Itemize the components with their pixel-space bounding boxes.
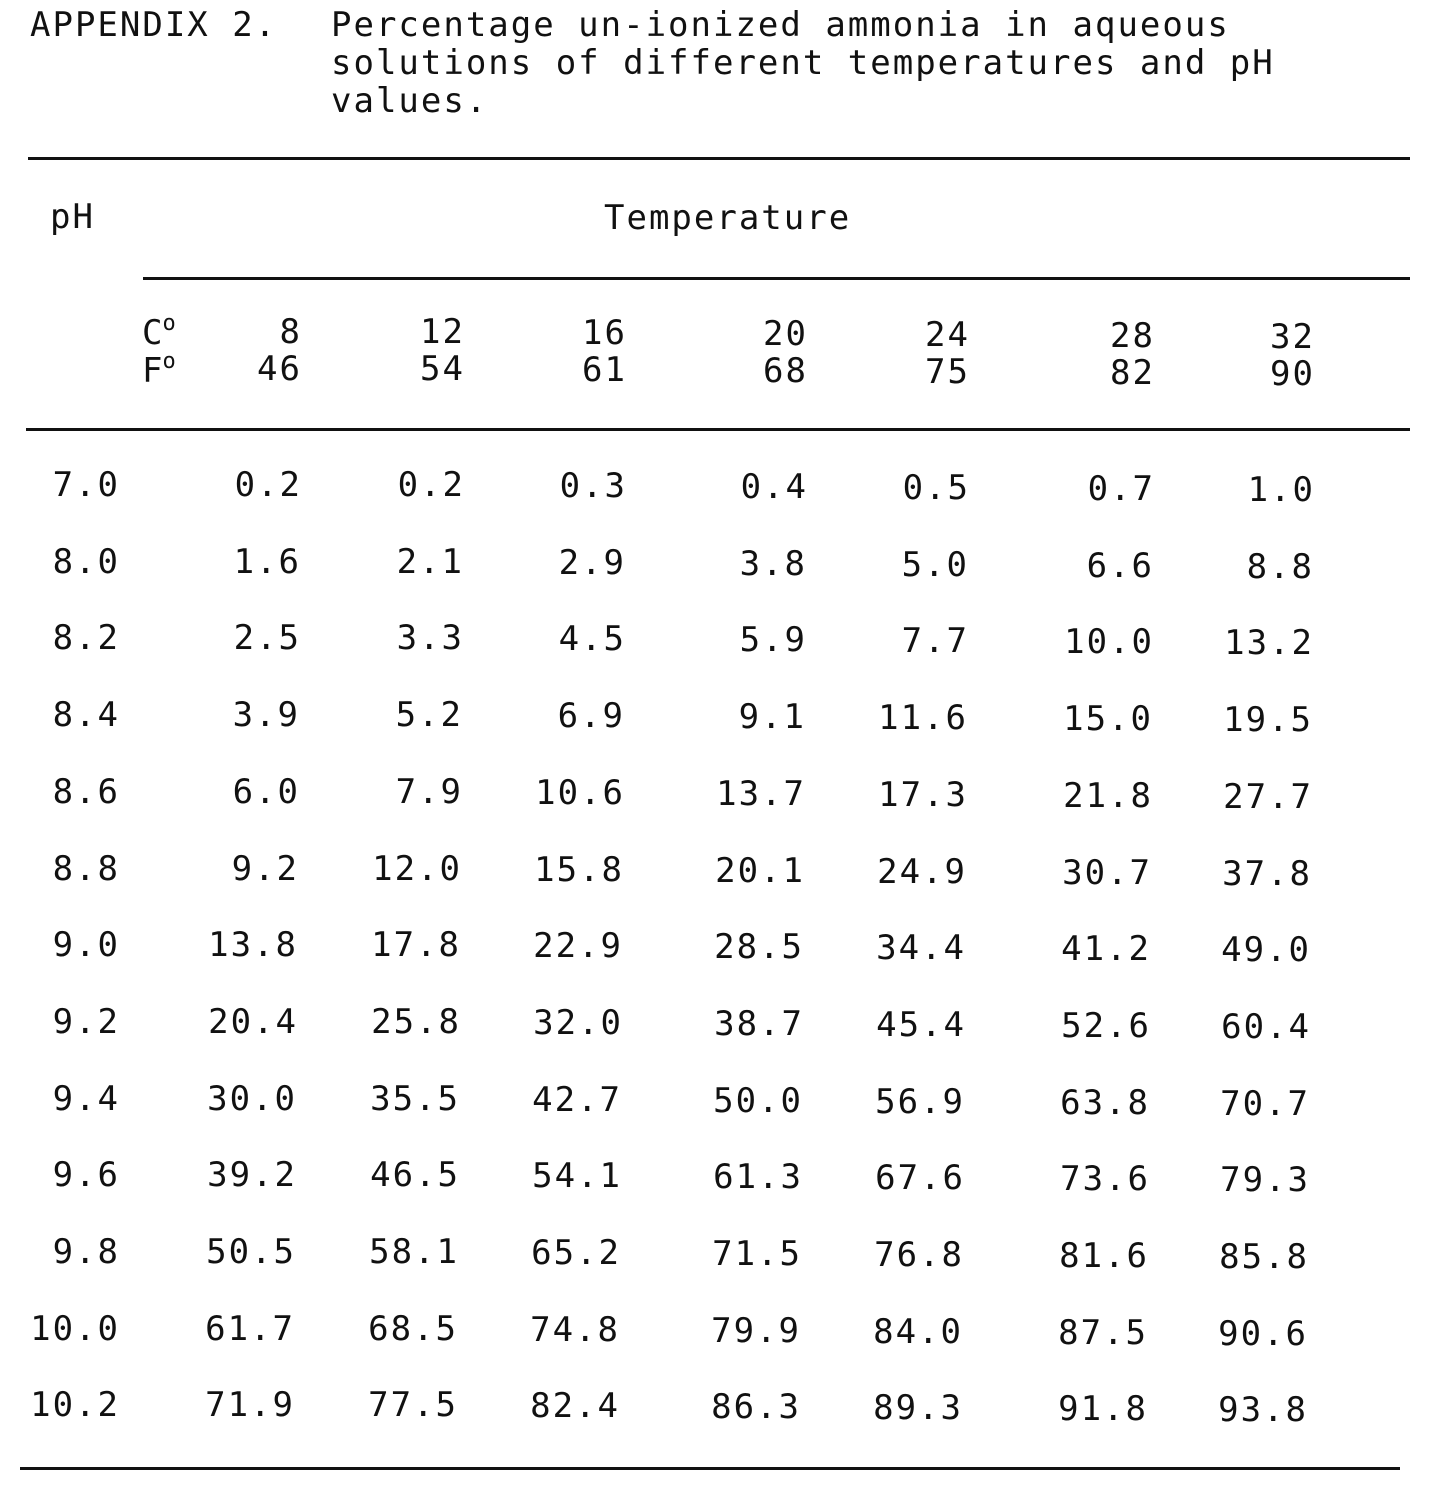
temperature-rule	[143, 277, 1410, 280]
table-cell: 22.9	[533, 926, 623, 967]
table-cell: 0.3	[559, 466, 627, 506]
ph-value: 8.4	[52, 695, 120, 736]
table-cell: 6.9	[557, 696, 625, 737]
ph-value: 9.6	[52, 1155, 120, 1196]
table-cell: 2.5	[233, 618, 301, 659]
table-cell: 37.8	[1222, 853, 1312, 894]
table-cell: 20.1	[715, 850, 805, 891]
table-cell: 8.8	[1246, 546, 1314, 587]
table-cell: 24.9	[877, 851, 967, 892]
table-cell: 30.0	[207, 1078, 297, 1119]
celsius-value: 16	[582, 313, 627, 353]
degree-mark: o	[162, 311, 176, 336]
table-cell: 1.0	[1247, 470, 1315, 510]
table-cell: 50.5	[206, 1232, 296, 1272]
table-cell: 90.6	[1218, 1313, 1308, 1354]
table-cell: 79.3	[1220, 1160, 1310, 1201]
table-cell: 0.5	[902, 468, 970, 508]
table-cell: 82.4	[530, 1386, 620, 1427]
table-cell: 34.4	[876, 928, 966, 969]
table-cell: 45.4	[876, 1004, 966, 1045]
degree-mark: o	[162, 349, 176, 374]
ph-value: 7.0	[52, 465, 120, 505]
table-cell: 3.9	[232, 695, 300, 736]
fahrenheit-value: 90	[1270, 354, 1315, 394]
table-cell: 13.2	[1224, 623, 1314, 664]
top-rule	[28, 157, 1410, 160]
table-cell: 68.5	[368, 1308, 458, 1349]
table-cell: 60.4	[1221, 1006, 1311, 1047]
table-cell: 74.8	[530, 1309, 620, 1350]
table-cell: 73.6	[1060, 1159, 1150, 1200]
table-cell: 50.0	[713, 1080, 803, 1121]
table-cell: 79.9	[711, 1310, 801, 1351]
bottom-rule	[20, 1467, 1400, 1470]
table-cell: 11.6	[878, 698, 968, 739]
table-cell: 5.9	[739, 620, 807, 661]
table-cell: 38.7	[714, 1003, 804, 1044]
table-cell: 1.6	[233, 541, 301, 582]
table-cell: 87.5	[1058, 1312, 1148, 1353]
table-cell: 0.2	[397, 465, 465, 505]
table-cell: 17.3	[878, 774, 968, 815]
table-cell: 6.6	[1086, 545, 1154, 586]
table-cell: 85.8	[1219, 1237, 1309, 1277]
table-cell: 93.8	[1218, 1390, 1308, 1431]
table-cell: 67.6	[875, 1158, 965, 1199]
fahrenheit-value: 68	[763, 351, 808, 391]
table-cell: 6.0	[232, 771, 300, 812]
table-cell: 70.7	[1220, 1083, 1310, 1124]
table-cell: 5.0	[901, 544, 969, 585]
table-cell: 65.2	[531, 1233, 621, 1273]
table-cell: 61.3	[713, 1157, 803, 1198]
table-cell: 89.3	[873, 1388, 963, 1429]
fahrenheit-value: 46	[257, 349, 302, 389]
ph-value: 8.6	[52, 771, 120, 812]
celsius-value: 20	[763, 314, 808, 354]
appendix-label: APPENDIX 2.	[30, 5, 278, 45]
table-cell: 12.0	[372, 848, 462, 889]
table-cell: 91.8	[1058, 1389, 1148, 1430]
fahrenheit-value: 54	[420, 349, 465, 389]
table-cell: 2.9	[558, 542, 626, 583]
celsius-value: 32	[1270, 317, 1315, 357]
table-cell: 0.7	[1087, 469, 1155, 509]
table-cell: 63.8	[1060, 1082, 1150, 1123]
table-cell: 32.0	[533, 1002, 623, 1043]
ph-value: 9.2	[52, 1001, 120, 1042]
table-caption: Percentage un-ionized ammonia in aqueous solutions of different temperatures and pH values.	[331, 5, 1275, 121]
ph-value: 10.2	[30, 1385, 120, 1426]
fahrenheit-value: 75	[925, 352, 970, 392]
table-cell: 9.2	[231, 848, 299, 889]
table-cell: 61.7	[205, 1308, 295, 1349]
table-cell: 30.7	[1062, 852, 1152, 893]
temperature-header: Temperature	[604, 198, 852, 238]
table-cell: 84.0	[873, 1311, 963, 1352]
table-cell: 0.4	[740, 467, 808, 507]
table-cell: 71.9	[205, 1385, 295, 1426]
table-cell: 25.8	[371, 1001, 461, 1042]
table-cell: 0.2	[234, 465, 302, 505]
fahrenheit-unit: F	[142, 351, 163, 391]
table-cell: 52.6	[1061, 1005, 1151, 1046]
table-cell: 15.0	[1063, 699, 1153, 740]
fahrenheit-value: 82	[1110, 353, 1155, 393]
table-cell: 9.1	[738, 697, 806, 738]
table-cell: 46.5	[370, 1155, 460, 1196]
fahrenheit-value: 61	[582, 350, 627, 390]
table-cell: 19.5	[1223, 700, 1313, 741]
celsius-value: 12	[420, 312, 465, 352]
table-cell: 13.7	[716, 773, 806, 814]
ph-header: pH	[50, 197, 95, 237]
table-cell: 71.5	[712, 1234, 802, 1274]
table-cell: 3.3	[396, 618, 464, 659]
table-cell: 5.2	[395, 695, 463, 736]
table-cell: 7.7	[901, 621, 969, 662]
table-cell: 58.1	[369, 1232, 459, 1272]
table-cell: 17.8	[371, 925, 461, 966]
table-cell: 56.9	[875, 1081, 965, 1122]
table-cell: 15.8	[534, 849, 624, 890]
ph-value: 8.2	[52, 618, 120, 659]
ph-value: 10.0	[30, 1308, 120, 1349]
table-cell: 2.1	[396, 541, 464, 582]
table-cell: 21.8	[1063, 775, 1153, 816]
celsius-value: 8	[279, 312, 302, 352]
table-cell: 42.7	[532, 1079, 622, 1120]
ph-value: 8.0	[52, 541, 120, 582]
table-cell: 3.8	[739, 543, 807, 584]
table-cell: 54.1	[532, 1156, 622, 1197]
table-cell: 41.2	[1061, 929, 1151, 970]
table-cell: 39.2	[207, 1155, 297, 1196]
ph-value: 9.8	[52, 1232, 120, 1272]
ph-value: 9.0	[52, 925, 120, 966]
table-cell: 28.5	[714, 927, 804, 968]
table-cell: 35.5	[370, 1078, 460, 1119]
celsius-unit: C	[142, 313, 163, 353]
table-cell: 76.8	[874, 1235, 964, 1275]
table-cell: 27.7	[1223, 776, 1313, 817]
table-cell: 20.4	[208, 1001, 298, 1042]
celsius-value: 28	[1110, 316, 1155, 356]
table-cell: 49.0	[1221, 930, 1311, 971]
celsius-value: 24	[925, 315, 970, 355]
header-bottom-rule	[26, 428, 1410, 431]
table-cell: 81.6	[1059, 1236, 1149, 1276]
table-cell: 13.8	[208, 925, 298, 966]
ph-value: 8.8	[52, 848, 120, 889]
table-cell: 10.6	[535, 772, 625, 813]
table-cell: 10.0	[1064, 622, 1154, 663]
table-cell: 86.3	[711, 1387, 801, 1428]
ph-value: 9.4	[52, 1078, 120, 1119]
table-cell: 7.9	[395, 771, 463, 812]
table-cell: 77.5	[368, 1385, 458, 1426]
table-cell: 4.5	[558, 619, 626, 660]
